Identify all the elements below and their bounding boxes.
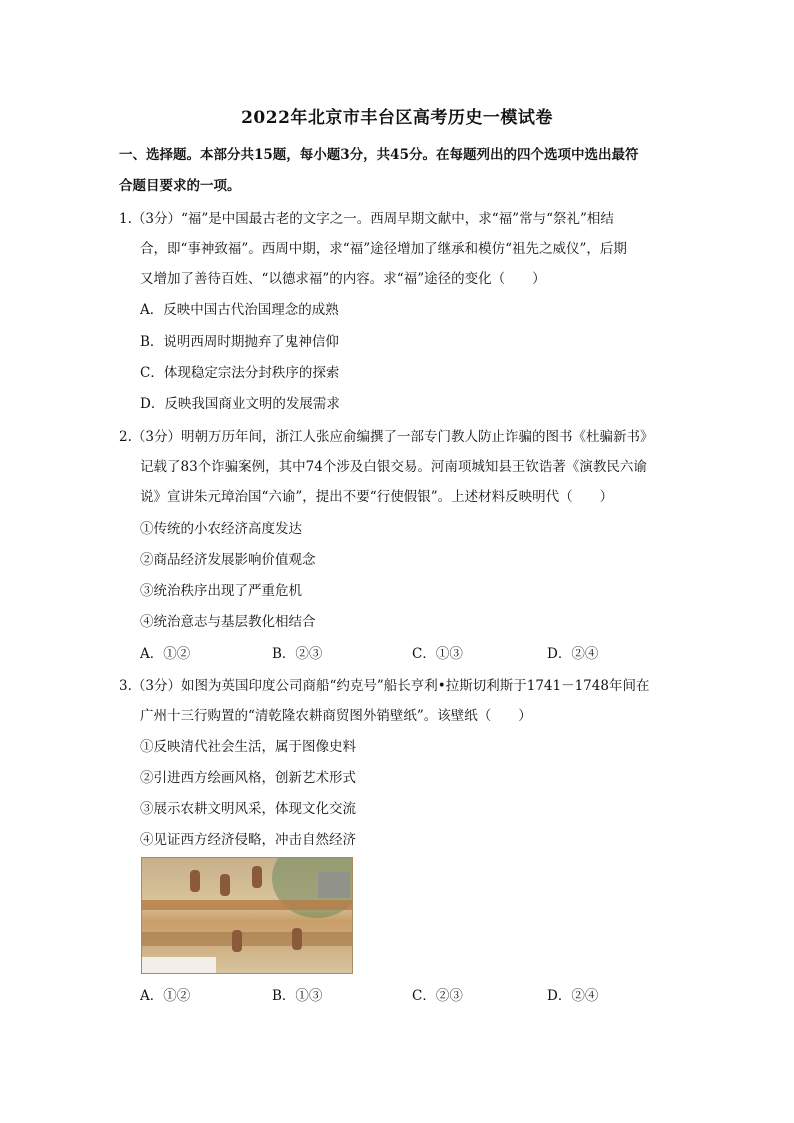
- q2-item-2: ②商品经济发展影响价值观念: [140, 552, 316, 568]
- q2-item-4: ④统治意志与基层教化相结合: [140, 614, 316, 630]
- q3-option-d: D．②④: [547, 988, 599, 1004]
- q2-stem-line1: 2.（3分）明朝万历年间，浙江人张应俞编撰了一部专门教人防止诈骗的图书《杜骗新书》: [119, 429, 654, 445]
- q2-item-1: ①传统的小农经济高度发达: [140, 521, 302, 537]
- q3-item-3: ③展示农耕文明风采，体现文化交流: [140, 801, 356, 817]
- q2-option-d: D．②④: [547, 646, 599, 662]
- q2-option-a: A．①②: [140, 646, 191, 662]
- q1-stem-line2: 合，即“事神致福”。西周中期，求“福”途径增加了继承和模仿“祖先之威仪”，后期: [140, 241, 627, 257]
- section-instruction-line2: 合题目要求的一项。: [119, 178, 241, 194]
- q2-option-c: C．①③: [412, 646, 463, 662]
- q3-stem-line1: 3.（3分）如图为英国印度公司商船“约克号”船长亨利•拉斯切利斯于1741－1748年间在: [119, 678, 650, 694]
- q3-item-4: ④见证西方经济侵略，冲击自然经济: [140, 832, 356, 848]
- q1-option-b: B．说明西周时期抛弃了鬼神信仰: [140, 334, 339, 350]
- q3-item-2: ②引进西方绘画风格，创新艺术形式: [140, 770, 356, 786]
- q3-option-c: C．②③: [412, 988, 463, 1004]
- q2-item-3: ③统治秩序出现了严重危机: [140, 583, 302, 599]
- section-instruction-line1: 一、选择题。本部分共15题，每小题3分，共45分。在每题列出的四个选项中选出最符: [119, 147, 639, 163]
- q1-option-d: D．反映我国商业文明的发展需求: [140, 396, 340, 412]
- q2-stem-line2: 记载了83个诈骗案例，其中74个涉及白银交易。河南项城知县王钦诰著《演教民六谕: [140, 459, 647, 475]
- q1-option-a: A．反映中国古代治国理念的成熟: [140, 302, 339, 318]
- q1-stem-line3: 又增加了善待百姓、“以德求福”的内容。求“福”途径的变化（ ）: [140, 271, 546, 287]
- q3-item-1: ①反映清代社会生活，属于图像史料: [140, 739, 356, 755]
- q3-option-b: B．①③: [272, 988, 323, 1004]
- q3-option-a: A．①②: [140, 988, 191, 1004]
- page-title: 2022年北京市丰台区高考历史一模试卷: [241, 108, 553, 128]
- q2-stem-line3: 说》宣讲朱元璋治国“六谕”，提出不要“行使假银”。上述材料反映明代（ ）: [140, 489, 614, 505]
- q3-stem-line2: 广州十三行购置的“清乾隆农耕商贸图外销壁纸”。该壁纸（ ）: [140, 708, 532, 724]
- q1-option-c: C．体现稳定宗法分封秩序的探索: [140, 365, 340, 381]
- q1-stem-line1: 1.（3分）“福”是中国最古老的文字之一。西周早期文献中，求“福”常与“祭礼”相结: [119, 211, 614, 227]
- q2-option-b: B．②③: [272, 646, 323, 662]
- wallpaper-image: [141, 857, 353, 974]
